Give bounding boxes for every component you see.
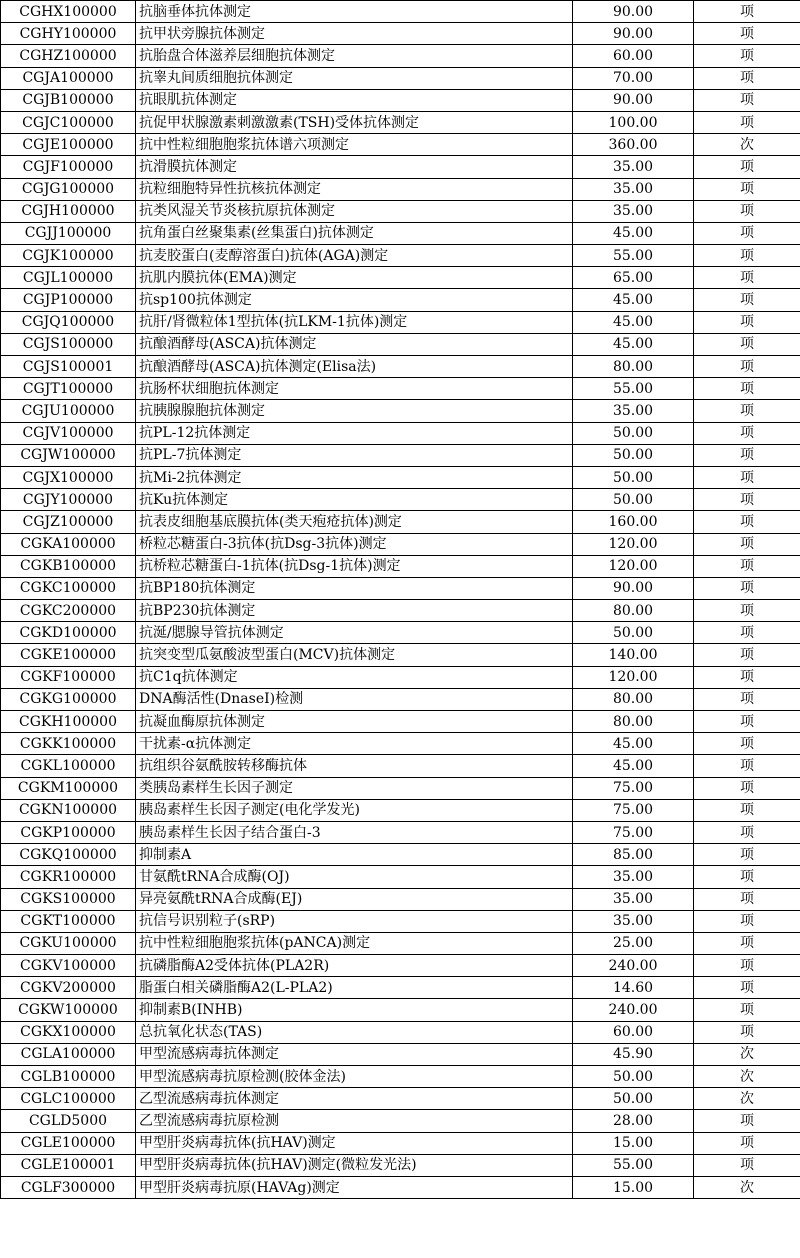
table-row	[1, 955, 800, 977]
item-name-cell: 抗酿酒酵母(ASCA)抗体测定	[136, 333, 573, 355]
item-code-cell: CGKP100000	[1, 821, 136, 843]
item-unit-cell: 项	[694, 622, 800, 644]
table-row	[1, 23, 800, 45]
table-row	[1, 156, 800, 178]
table-row	[1, 466, 800, 488]
item-price-cell: 35.00	[573, 156, 694, 178]
item-name-cell: 抑制素A	[136, 844, 573, 866]
item-unit-cell: 项	[694, 711, 800, 733]
table-row	[1, 245, 800, 267]
item-unit-cell: 项	[694, 644, 800, 666]
item-unit-cell: 项	[694, 222, 800, 244]
item-unit-cell: 项	[694, 888, 800, 910]
table-body	[1, 1, 800, 1199]
item-unit-cell: 项	[694, 178, 800, 200]
item-code-cell: CGJJ100000	[1, 222, 136, 244]
item-name-cell: 抗BP180抗体测定	[136, 577, 573, 599]
item-price-cell: 80.00	[573, 688, 694, 710]
item-code-cell: CGKQ100000	[1, 844, 136, 866]
item-code-cell: CGKC100000	[1, 577, 136, 599]
item-name-cell: 抑制素B(INHB)	[136, 999, 573, 1021]
item-unit-cell: 项	[694, 422, 800, 444]
item-unit-cell: 项	[694, 821, 800, 843]
item-price-cell: 90.00	[573, 89, 694, 111]
item-price-cell: 45.90	[573, 1043, 694, 1065]
item-unit-cell: 项	[694, 555, 800, 577]
item-price-cell: 120.00	[573, 555, 694, 577]
table-row	[1, 688, 800, 710]
table-row	[1, 111, 800, 133]
item-price-cell: 45.00	[573, 311, 694, 333]
item-price-cell: 50.00	[573, 489, 694, 511]
item-code-cell: CGJY100000	[1, 489, 136, 511]
item-name-cell: 甘氨酰tRNA合成酶(OJ)	[136, 866, 573, 888]
item-price-cell: 35.00	[573, 400, 694, 422]
table-row	[1, 1066, 800, 1088]
item-name-cell: 桥粒芯糖蛋白-3抗体(抗Dsg-3抗体)测定	[136, 533, 573, 555]
item-code-cell: CGJL100000	[1, 267, 136, 289]
item-price-cell: 55.00	[573, 378, 694, 400]
table-row	[1, 1088, 800, 1110]
item-name-cell: 抗粒细胞特异性抗核抗体测定	[136, 178, 573, 200]
item-name-cell: 抗甲状旁腺抗体测定	[136, 23, 573, 45]
item-price-cell: 120.00	[573, 533, 694, 555]
item-price-cell: 90.00	[573, 577, 694, 599]
item-unit-cell: 项	[694, 999, 800, 1021]
item-price-cell: 50.00	[573, 466, 694, 488]
item-price-cell: 120.00	[573, 666, 694, 688]
item-price-cell: 65.00	[573, 267, 694, 289]
item-price-cell: 50.00	[573, 1066, 694, 1088]
item-name-cell: 抗Mi-2抗体测定	[136, 466, 573, 488]
item-price-cell: 15.00	[573, 1176, 694, 1198]
item-code-cell: CGJB100000	[1, 89, 136, 111]
item-unit-cell: 项	[694, 688, 800, 710]
item-code-cell: CGLA100000	[1, 1043, 136, 1065]
item-unit-cell: 项	[694, 844, 800, 866]
table-row	[1, 444, 800, 466]
table-row	[1, 600, 800, 622]
item-unit-cell: 次	[694, 134, 800, 156]
table-row	[1, 289, 800, 311]
table-row	[1, 999, 800, 1021]
table-row	[1, 67, 800, 89]
item-price-cell: 80.00	[573, 356, 694, 378]
table-row	[1, 134, 800, 156]
item-price-cell: 55.00	[573, 245, 694, 267]
item-code-cell: CGLF300000	[1, 1176, 136, 1198]
item-name-cell: 异亮氨酰tRNA合成酶(EJ)	[136, 888, 573, 910]
item-name-cell: 抗眼肌抗体测定	[136, 89, 573, 111]
table-row	[1, 333, 800, 355]
item-unit-cell: 项	[694, 378, 800, 400]
item-name-cell: 抗肝/肾微粒体1型抗体(抗LKM-1抗体)测定	[136, 311, 573, 333]
item-unit-cell: 项	[694, 111, 800, 133]
item-unit-cell: 次	[694, 1043, 800, 1065]
item-unit-cell: 项	[694, 67, 800, 89]
item-unit-cell: 项	[694, 932, 800, 954]
item-code-cell: CGJT100000	[1, 378, 136, 400]
item-name-cell: 抗突变型瓜氨酸波型蛋白(MCV)抗体测定	[136, 644, 573, 666]
table-row	[1, 1110, 800, 1132]
item-code-cell: CGKV100000	[1, 955, 136, 977]
item-name-cell: 抗麦胶蛋白(麦醇溶蛋白)抗体(AGA)测定	[136, 245, 573, 267]
item-code-cell: CGKN100000	[1, 799, 136, 821]
table-row	[1, 89, 800, 111]
item-unit-cell: 项	[694, 400, 800, 422]
item-code-cell: CGKH100000	[1, 711, 136, 733]
table-row	[1, 1132, 800, 1154]
item-price-cell: 45.00	[573, 755, 694, 777]
table-row	[1, 910, 800, 932]
item-price-cell: 75.00	[573, 821, 694, 843]
item-name-cell: 抗酿酒酵母(ASCA)抗体测定(Elisa法)	[136, 356, 573, 378]
item-unit-cell: 项	[694, 1110, 800, 1132]
item-code-cell: CGKT100000	[1, 910, 136, 932]
table-row	[1, 178, 800, 200]
item-name-cell: 抗Ku抗体测定	[136, 489, 573, 511]
item-code-cell: CGKG100000	[1, 688, 136, 710]
item-name-cell: 抗信号识别粒子(sRP)	[136, 910, 573, 932]
item-price-cell: 15.00	[573, 1132, 694, 1154]
item-code-cell: CGKL100000	[1, 755, 136, 777]
table-row	[1, 844, 800, 866]
item-unit-cell: 项	[694, 866, 800, 888]
item-name-cell: 胰岛素样生长因子结合蛋白-3	[136, 821, 573, 843]
item-name-cell: 胰岛素样生长因子测定(电化学发光)	[136, 799, 573, 821]
item-price-cell: 50.00	[573, 1088, 694, 1110]
item-unit-cell: 项	[694, 1154, 800, 1176]
table-row	[1, 799, 800, 821]
item-price-cell: 80.00	[573, 600, 694, 622]
item-unit-cell: 项	[694, 577, 800, 599]
item-unit-cell: 项	[694, 489, 800, 511]
item-price-cell: 60.00	[573, 1021, 694, 1043]
item-name-cell: 类胰岛素样生长因子测定	[136, 777, 573, 799]
item-code-cell: CGKR100000	[1, 866, 136, 888]
item-code-cell: CGJV100000	[1, 422, 136, 444]
item-unit-cell: 项	[694, 1021, 800, 1043]
item-unit-cell: 次	[694, 1088, 800, 1110]
item-code-cell: CGJK100000	[1, 245, 136, 267]
item-price-cell: 50.00	[573, 444, 694, 466]
table-row	[1, 533, 800, 555]
item-unit-cell: 项	[694, 1132, 800, 1154]
item-code-cell: CGJA100000	[1, 67, 136, 89]
table-row	[1, 733, 800, 755]
table-row	[1, 555, 800, 577]
item-name-cell: 抗中性粒细胞胞浆抗体谱六项测定	[136, 134, 573, 156]
item-price-cell: 85.00	[573, 844, 694, 866]
table-row	[1, 1, 800, 23]
item-price-cell: 60.00	[573, 45, 694, 67]
table-row	[1, 1176, 800, 1198]
item-name-cell: 抗角蛋白丝聚集素(丝集蛋白)抗体测定	[136, 222, 573, 244]
table-row	[1, 666, 800, 688]
item-name-cell: 抗胰腺腺胞抗体测定	[136, 400, 573, 422]
item-price-cell: 90.00	[573, 23, 694, 45]
item-name-cell: 抗桥粒芯糖蛋白-1抗体(抗Dsg-1抗体)测定	[136, 555, 573, 577]
item-unit-cell: 项	[694, 733, 800, 755]
item-code-cell: CGKB100000	[1, 555, 136, 577]
item-code-cell: CGKU100000	[1, 932, 136, 954]
item-unit-cell: 项	[694, 666, 800, 688]
item-code-cell: CGKS100000	[1, 888, 136, 910]
item-unit-cell: 项	[694, 777, 800, 799]
item-code-cell: CGLE100000	[1, 1132, 136, 1154]
item-code-cell: CGJX100000	[1, 466, 136, 488]
item-code-cell: CGKK100000	[1, 733, 136, 755]
table-row	[1, 267, 800, 289]
item-code-cell: CGLD5000	[1, 1110, 136, 1132]
item-name-cell: 抗肠杯状细胞抗体测定	[136, 378, 573, 400]
item-price-cell: 100.00	[573, 111, 694, 133]
table-row	[1, 577, 800, 599]
item-name-cell: 甲型肝炎病毒抗体(抗HAV)测定	[136, 1132, 573, 1154]
item-price-cell: 45.00	[573, 333, 694, 355]
table-row	[1, 1021, 800, 1043]
item-name-cell: 抗凝血酶原抗体测定	[136, 711, 573, 733]
item-price-cell: 28.00	[573, 1110, 694, 1132]
table-row	[1, 755, 800, 777]
item-code-cell: CGJZ100000	[1, 511, 136, 533]
item-unit-cell: 次	[694, 1176, 800, 1198]
item-name-cell: 抗PL-7抗体测定	[136, 444, 573, 466]
item-unit-cell: 项	[694, 45, 800, 67]
item-name-cell: 乙型流感病毒抗原检测	[136, 1110, 573, 1132]
table-row	[1, 777, 800, 799]
item-code-cell: CGJG100000	[1, 178, 136, 200]
item-code-cell: CGJW100000	[1, 444, 136, 466]
item-code-cell: CGLB100000	[1, 1066, 136, 1088]
item-price-cell: 160.00	[573, 511, 694, 533]
item-name-cell: 总抗氧化状态(TAS)	[136, 1021, 573, 1043]
item-price-cell: 45.00	[573, 733, 694, 755]
table-row	[1, 1154, 800, 1176]
item-name-cell: 抗sp100抗体测定	[136, 289, 573, 311]
item-code-cell: CGKA100000	[1, 533, 136, 555]
item-code-cell: CGKW100000	[1, 999, 136, 1021]
item-price-cell: 35.00	[573, 866, 694, 888]
item-price-cell: 240.00	[573, 955, 694, 977]
item-unit-cell: 项	[694, 755, 800, 777]
item-name-cell: 抗PL-12抗体测定	[136, 422, 573, 444]
item-code-cell: CGLC100000	[1, 1088, 136, 1110]
table-row	[1, 422, 800, 444]
item-code-cell: CGKX100000	[1, 1021, 136, 1043]
item-price-cell: 90.00	[573, 1, 694, 23]
item-price-cell: 45.00	[573, 289, 694, 311]
item-unit-cell: 次	[694, 1066, 800, 1088]
item-name-cell: 抗胎盘合体滋养层细胞抗体测定	[136, 45, 573, 67]
item-price-cell: 140.00	[573, 644, 694, 666]
table-row	[1, 511, 800, 533]
table-row	[1, 489, 800, 511]
table-row	[1, 622, 800, 644]
table-row	[1, 821, 800, 843]
item-price-cell: 35.00	[573, 910, 694, 932]
item-name-cell: 脂蛋白相关磷脂酶A2(L-PLA2)	[136, 977, 573, 999]
item-price-cell: 14.60	[573, 977, 694, 999]
item-unit-cell: 项	[694, 356, 800, 378]
item-code-cell: CGKF100000	[1, 666, 136, 688]
item-unit-cell: 项	[694, 466, 800, 488]
item-price-cell: 25.00	[573, 932, 694, 954]
item-unit-cell: 项	[694, 910, 800, 932]
table-row	[1, 311, 800, 333]
item-price-cell: 35.00	[573, 178, 694, 200]
item-name-cell: 抗滑膜抗体测定	[136, 156, 573, 178]
item-unit-cell: 项	[694, 977, 800, 999]
item-name-cell: 乙型流感病毒抗体测定	[136, 1088, 573, 1110]
item-name-cell: 抗表皮细胞基底膜抗体(类天疱疮抗体)测定	[136, 511, 573, 533]
item-name-cell: 抗C1q抗体测定	[136, 666, 573, 688]
item-code-cell: CGKM100000	[1, 777, 136, 799]
item-code-cell: CGHY100000	[1, 23, 136, 45]
table-row	[1, 356, 800, 378]
table-row	[1, 45, 800, 67]
table-row	[1, 977, 800, 999]
table-row	[1, 866, 800, 888]
item-code-cell: CGKV200000	[1, 977, 136, 999]
item-unit-cell: 项	[694, 23, 800, 45]
item-unit-cell: 项	[694, 600, 800, 622]
item-code-cell: CGJU100000	[1, 400, 136, 422]
item-name-cell: 抗脑垂体抗体测定	[136, 1, 573, 23]
item-unit-cell: 项	[694, 444, 800, 466]
item-code-cell: CGHZ100000	[1, 45, 136, 67]
item-unit-cell: 项	[694, 955, 800, 977]
item-code-cell: CGJF100000	[1, 156, 136, 178]
item-name-cell: 甲型流感病毒抗原检测(胶体金法)	[136, 1066, 573, 1088]
table-row	[1, 711, 800, 733]
item-name-cell: 甲型肝炎病毒抗原(HAVAg)测定	[136, 1176, 573, 1198]
table-row	[1, 932, 800, 954]
item-price-cell: 35.00	[573, 888, 694, 910]
table-row	[1, 400, 800, 422]
table-row	[1, 200, 800, 222]
item-price-cell: 45.00	[573, 222, 694, 244]
item-name-cell: DNA酶活性(DnaseI)检测	[136, 688, 573, 710]
item-name-cell: 抗中性粒细胞胞浆抗体(pANCA)测定	[136, 932, 573, 954]
item-code-cell: CGJE100000	[1, 134, 136, 156]
item-unit-cell: 项	[694, 533, 800, 555]
item-name-cell: 抗肌内膜抗体(EMA)测定	[136, 267, 573, 289]
item-name-cell: 抗BP230抗体测定	[136, 600, 573, 622]
table-row	[1, 222, 800, 244]
item-name-cell: 抗睾丸间质细胞抗体测定	[136, 67, 573, 89]
item-code-cell: CGJP100000	[1, 289, 136, 311]
item-unit-cell: 项	[694, 245, 800, 267]
item-code-cell: CGHX100000	[1, 1, 136, 23]
item-name-cell: 干扰素-α抗体测定	[136, 733, 573, 755]
table-row	[1, 888, 800, 910]
item-name-cell: 抗促甲状腺激素刺激激素(TSH)受体抗体测定	[136, 111, 573, 133]
item-unit-cell: 项	[694, 511, 800, 533]
item-code-cell: CGJC100000	[1, 111, 136, 133]
item-name-cell: 甲型肝炎病毒抗体(抗HAV)测定(微粒发光法)	[136, 1154, 573, 1176]
item-code-cell: CGJH100000	[1, 200, 136, 222]
item-price-cell: 70.00	[573, 67, 694, 89]
item-code-cell: CGJS100000	[1, 333, 136, 355]
item-unit-cell: 项	[694, 200, 800, 222]
item-unit-cell: 项	[694, 267, 800, 289]
item-unit-cell: 项	[694, 311, 800, 333]
item-price-cell: 240.00	[573, 999, 694, 1021]
item-unit-cell: 项	[694, 1, 800, 23]
item-price-cell: 50.00	[573, 622, 694, 644]
item-name-cell: 抗类风湿关节炎核抗原抗体测定	[136, 200, 573, 222]
table-row	[1, 378, 800, 400]
item-price-cell: 80.00	[573, 711, 694, 733]
table-row	[1, 1043, 800, 1065]
item-price-cell: 55.00	[573, 1154, 694, 1176]
item-code-cell: CGLE100001	[1, 1154, 136, 1176]
item-code-cell: CGJS100001	[1, 356, 136, 378]
item-unit-cell: 项	[694, 289, 800, 311]
item-price-cell: 75.00	[573, 777, 694, 799]
item-unit-cell: 项	[694, 799, 800, 821]
item-name-cell: 抗磷脂酶A2受体抗体(PLA2R)	[136, 955, 573, 977]
item-code-cell: CGKC200000	[1, 600, 136, 622]
item-unit-cell: 项	[694, 89, 800, 111]
item-name-cell: 抗涎/腮腺导管抗体测定	[136, 622, 573, 644]
table-row	[1, 644, 800, 666]
item-code-cell: CGJQ100000	[1, 311, 136, 333]
item-name-cell: 甲型流感病毒抗体测定	[136, 1043, 573, 1065]
item-unit-cell: 项	[694, 156, 800, 178]
item-unit-cell: 项	[694, 333, 800, 355]
item-price-cell: 35.00	[573, 200, 694, 222]
item-price-cell: 50.00	[573, 422, 694, 444]
item-price-cell: 360.00	[573, 134, 694, 156]
item-name-cell: 抗组织谷氨酰胺转移酶抗体	[136, 755, 573, 777]
item-code-cell: CGKE100000	[1, 644, 136, 666]
item-code-cell: CGKD100000	[1, 622, 136, 644]
item-price-cell: 75.00	[573, 799, 694, 821]
